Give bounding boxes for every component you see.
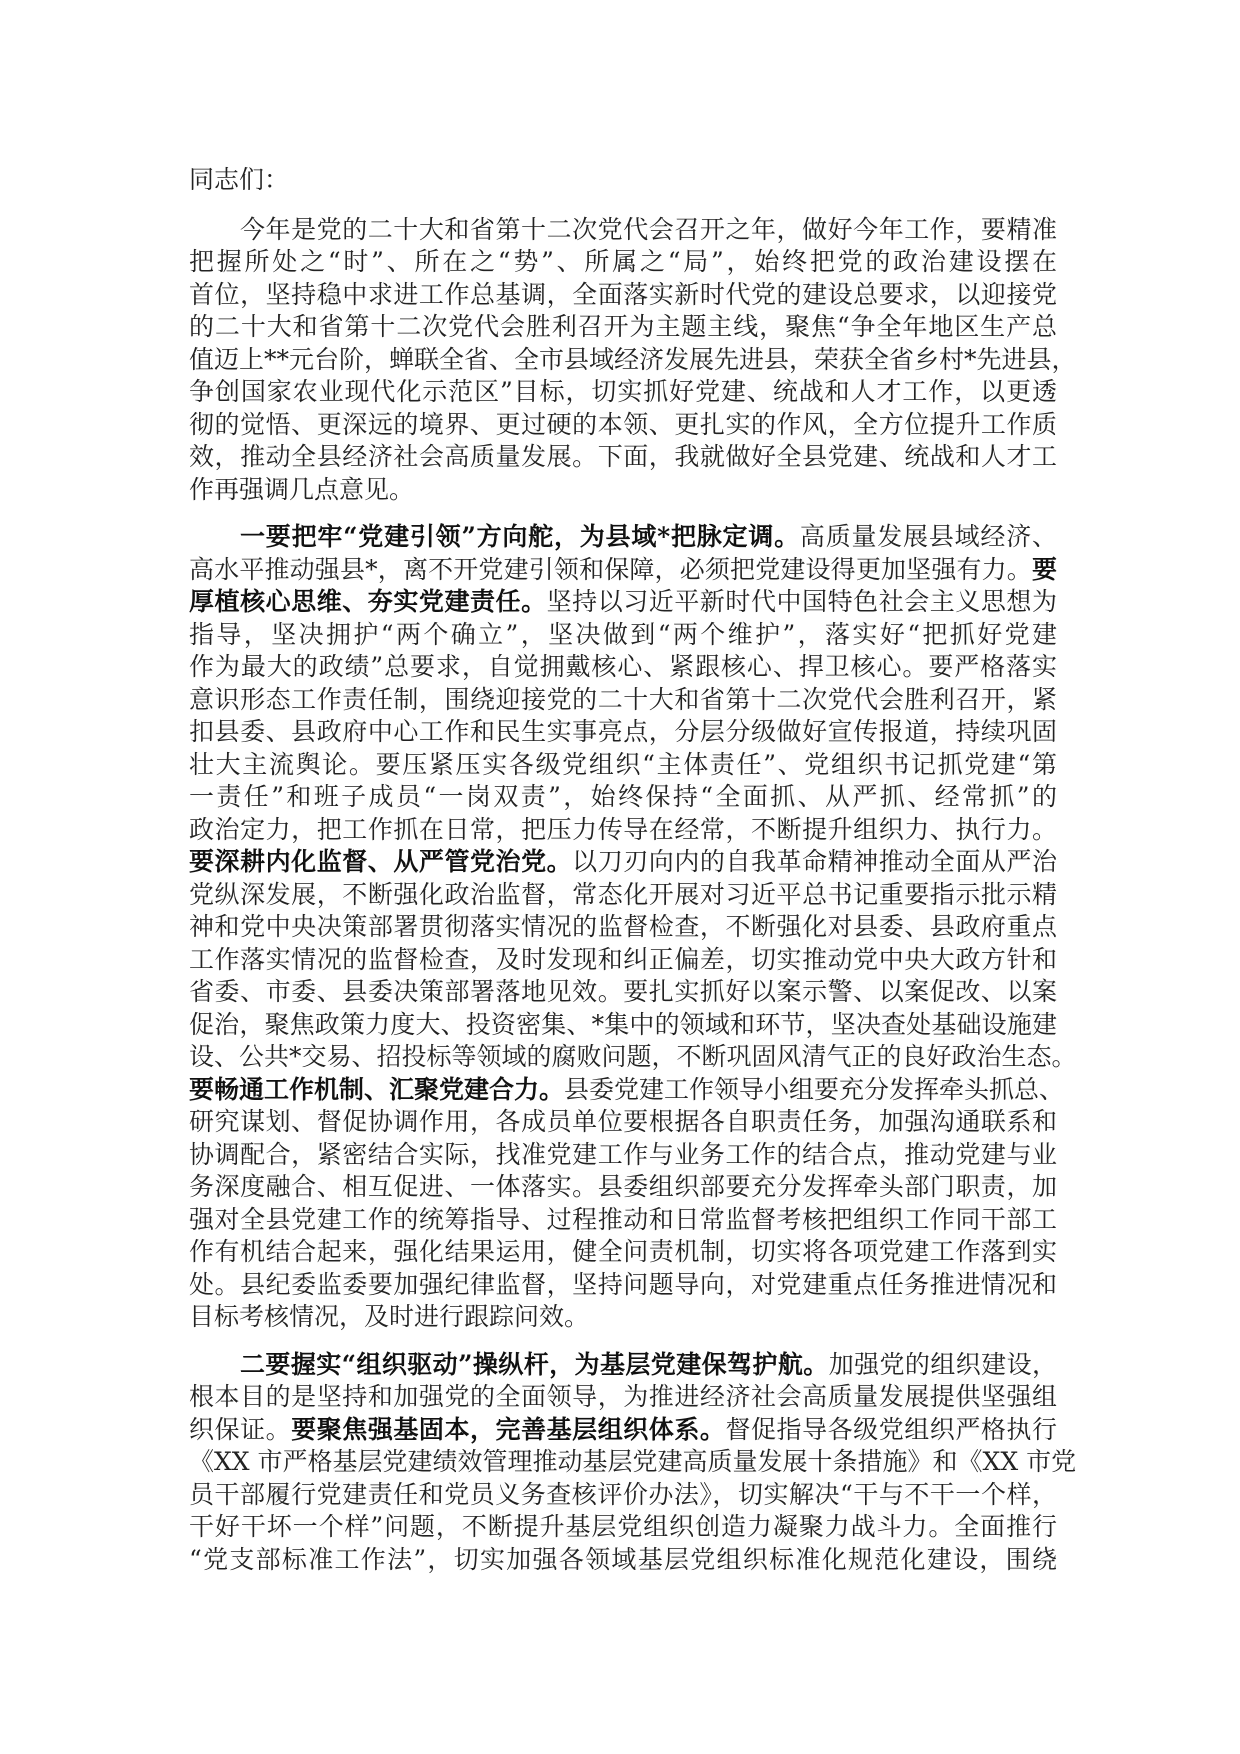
text-line — [189, 1381, 1057, 1414]
body-text: 促治，聚焦政策力度大、投资密集、*集中的领域和环节，坚决查处基础设施建 — [189, 1009, 1057, 1039]
text-line — [189, 651, 1057, 684]
body-text: 干好干坏一个样”问题，不断提升基层党组织创造力凝聚力战斗力。全面推行 — [189, 1512, 1057, 1541]
body-text: 首位，坚持稳中求进工作总基调，全面落实新时代党的建设总要求，以迎接党 — [189, 279, 1057, 309]
body-text: 坚持以习近平新时代中国特色社会主义思想为 — [546, 587, 1057, 616]
body-text: 加强党的组织建设， — [828, 1349, 1057, 1379]
body-text: 一责任”和班子成员“一岗双责”，始终保持“全面抓、从严抓、经常抓”的 — [189, 782, 1057, 811]
text-line — [189, 1074, 1065, 1107]
text-line — [189, 1041, 1077, 1074]
text-line — [189, 911, 1057, 944]
body-text: 设、公共*交易、招投标等领域的腐败问题，不断巩固风清气正的良好政治生态。 — [189, 1042, 1077, 1071]
body-text: 扣县委、县政府中心工作和民生实事亮点，分层分级做好宣传报道，持续巩固 — [189, 717, 1057, 746]
body-text: 工作落实情况的监督检查，及时发现和纠正偏差，切实推动党中央大政方针和 — [189, 944, 1057, 974]
text-line — [189, 376, 1057, 409]
text-line — [189, 1446, 1077, 1479]
text-line — [189, 344, 1077, 377]
body-text: 值迈上**元台阶，蝉联全省、全市县域经济发展先进县，荣获全省乡村*先进县， — [189, 344, 1077, 374]
text-line — [189, 554, 1057, 587]
body-text: 督促指导各级党组织严格执行 — [725, 1414, 1057, 1444]
body-text: 作再强调几点意见。 — [189, 474, 415, 504]
salutation — [189, 164, 1057, 197]
body-text: 壮大主流舆论。要压紧压实各级党组织“主体责任”、党组织书记抓党建“第 — [189, 749, 1057, 779]
text-line — [189, 1139, 1057, 1172]
body-text: 政治定力，把工作抓在日常，把压力传导在经常，不断提升组织力、执行力。 — [189, 814, 1057, 844]
body-text: 把握所处之“时”、所在之“势”、所属之“局”，始终把党的政治建设摆在 — [189, 247, 1057, 276]
text-line — [189, 521, 1057, 554]
text-line — [189, 246, 1057, 279]
text-line — [189, 1009, 1057, 1042]
text-line — [189, 879, 1057, 912]
text-line — [189, 1106, 1057, 1139]
body-text: 指导，坚决拥护“两个确立”，坚决做到“两个维护”，落实好“把抓好党建 — [189, 619, 1057, 649]
text-line — [189, 409, 1057, 442]
bold-heading-text: 二要握实“组织驱动”操纵杆，为基层党建保驾护航。 — [240, 1349, 829, 1379]
text-line — [189, 976, 1057, 1009]
body-text: 目标考核情况，及时进行跟踪问效。 — [189, 1302, 590, 1331]
body-text: 协调配合，紧密结合实际，找准党建工作与业务工作的结合点，推动党建与业 — [189, 1139, 1057, 1169]
body-text: 党纵深发展，不断强化政治监督，常态化开展对习近平总书记重要指示批示精 — [189, 879, 1057, 909]
text-line — [189, 749, 1057, 782]
body-text: 作为最大的政绩”总要求，自觉拥戴核心、紧跟核心、捍卫核心。要严格落实 — [189, 652, 1057, 681]
text-line — [189, 1479, 1057, 1512]
bold-heading-text: 厚植核心思维、夯实党建责任。 — [189, 587, 547, 616]
text-line — [189, 814, 1057, 847]
body-text: 神和党中央决策部署贯彻落实情况的监督检查，不断强化对县委、县政府重点 — [189, 912, 1057, 941]
body-text: 以刀刃向内的自我革命精神推动全面从严治 — [572, 847, 1057, 876]
text-line — [189, 1171, 1057, 1204]
text-line — [189, 1269, 1057, 1302]
body-text: 高质量发展县域经济、 — [799, 522, 1057, 551]
document-body — [189, 164, 1077, 1576]
body-text: 意识形态工作责任制，围绕迎接党的二十大和省第十二次党代会胜利召开，紧 — [189, 684, 1057, 714]
body-text: 务深度融合、相互促进、一体落实。县委组织部要充分发挥牵头部门职责，加 — [189, 1172, 1057, 1201]
body-text: 省委、市委、县委决策部署落地见效。要扎实抓好以案示警、以案促改、以案 — [189, 977, 1057, 1006]
body-text: 作有机结合起来，强化结果运用，健全问责机制，切实将各项党建工作落到实 — [189, 1237, 1057, 1266]
body-text: 县委党建工作领导小组要充分发挥牵头抓总、 — [564, 1074, 1065, 1104]
text-line — [189, 716, 1057, 749]
text-line — [189, 684, 1057, 717]
body-text: 争创国家农业现代化示范区”目标，切实抓好党建、统战和人才工作，以更透 — [189, 377, 1057, 406]
bold-heading-text: 要聚焦强基固本，完善基层组织体系。 — [291, 1414, 726, 1444]
body-text: 研究谋划、督促协调作用，各成员单位要根据各自职责任务，加强沟通联系和 — [189, 1107, 1057, 1136]
bold-heading-text: 要 — [1031, 554, 1057, 584]
paragraph — [189, 1349, 1077, 1577]
body-text: 高水平推动强县*，离不开党建引领和保障，必须把党建设得更加坚强有力。 — [189, 554, 1032, 584]
body-text: 彻的觉悟、更深远的境界、更过硬的本领、更扎实的作风，全方位提升工作质 — [189, 409, 1057, 439]
text-line — [189, 944, 1057, 977]
text-line — [189, 474, 1057, 507]
text-line — [189, 1204, 1057, 1237]
text-line — [189, 1414, 1057, 1447]
text-line — [189, 619, 1057, 652]
text-line — [189, 781, 1057, 814]
text-line — [189, 279, 1057, 312]
text-line — [189, 586, 1057, 619]
bold-heading-text: 一要把牢“党建引领”方向舵，为县域*把脉定调。 — [240, 522, 800, 551]
text-line — [189, 1349, 1057, 1382]
body-text: 的二十大和省第十二次党代会胜利召开为主题主线，聚焦“争全年地区生产总 — [189, 312, 1057, 341]
bold-heading-text: 要畅通工作机制、汇聚党建合力。 — [189, 1074, 565, 1104]
text-line — [189, 1511, 1057, 1544]
body-text: 效，推动全县经济社会高质量发展。下面，我就做好全县党建、统战和人才工 — [189, 442, 1057, 471]
paragraph — [189, 214, 1077, 507]
text-line — [189, 311, 1057, 344]
body-text: 织保证。 — [189, 1414, 292, 1444]
text-line — [189, 441, 1057, 474]
body-text: 处。县纪委监委要加强纪律监督，坚持问题导向，对党建重点任务推进情况和 — [189, 1269, 1057, 1299]
text-line — [189, 1236, 1057, 1269]
text-line — [189, 164, 1057, 197]
paragraph — [189, 521, 1077, 1334]
text-line — [189, 214, 1057, 247]
body-text: “党支部标准工作法”，切实加强各领域基层党组织标准化规范化建设，围绕 — [189, 1544, 1057, 1574]
bold-heading-text: 要深耕内化监督、从严管党治党。 — [189, 847, 573, 876]
body-text: 《XX 市严格基层党建绩效管理推动基层党建高质量发展十条措施》和《XX 市党 — [189, 1447, 1077, 1476]
body-text: 员干部履行党建责任和党员义务查核评价办法》，切实解决“干与不干一个样， — [189, 1479, 1057, 1509]
body-text: 根本目的是坚持和加强党的全面领导，为推进经济社会高质量发展提供坚强组 — [189, 1382, 1057, 1411]
text-line — [189, 1301, 1057, 1334]
body-text: 同志们： — [189, 165, 290, 194]
text-line — [189, 846, 1057, 879]
body-text: 今年是党的二十大和省第十二次党代会召开之年，做好今年工作，要精准 — [240, 214, 1057, 244]
text-line — [189, 1544, 1057, 1577]
body-text: 强对全县党建工作的统筹指导、过程推动和日常监督考核把组织工作同干部工 — [189, 1204, 1057, 1234]
